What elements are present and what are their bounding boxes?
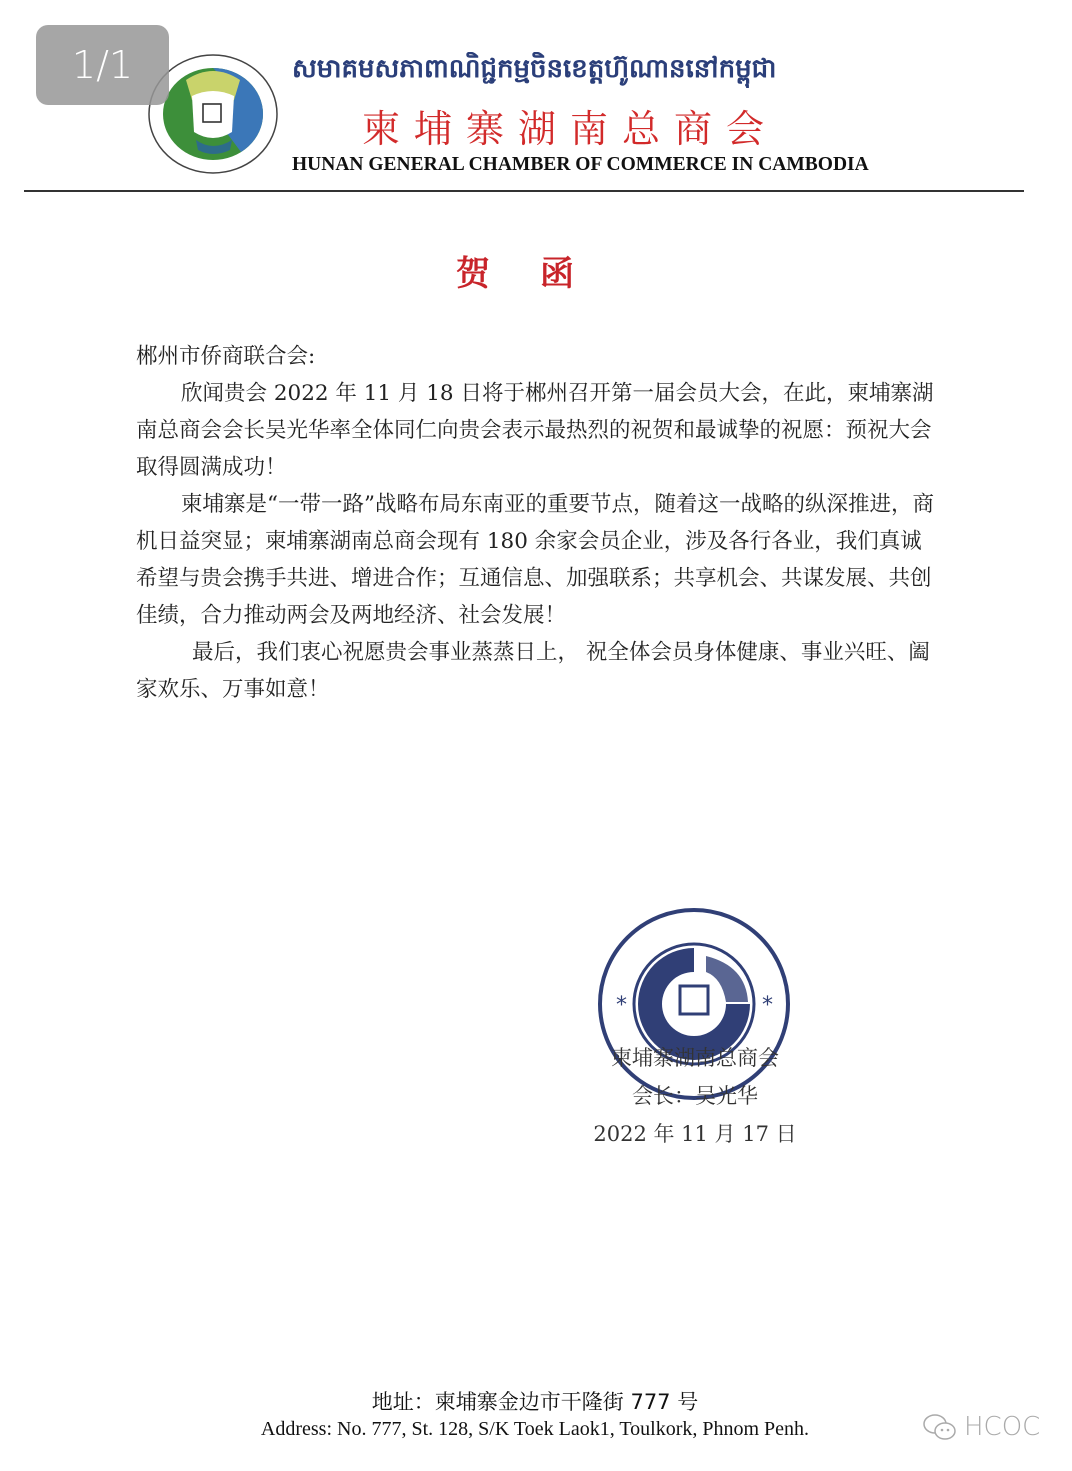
watermark-text: HCOC (964, 1412, 1041, 1442)
document-title: 贺函 (456, 254, 624, 294)
header-divider (24, 190, 1024, 192)
wechat-icon (922, 1412, 958, 1442)
letter-body (136, 338, 936, 708)
paragraph: 最后，我们衷心祝愿贵会事业蒸蒸日上， 祝全体会员身体健康、事业兴旺、阖家欢乐、万事如意！ (136, 640, 930, 702)
svg-text:*: * (616, 993, 627, 1018)
paragraph: 柬埔寨是“一带一路”战略布局东南亚的重要节点，随着这一战略的纵深推进，商机日益突显；柬埔寨湖南总商会现有 180 余家会员企业，涉及各行各业，我们真诚希望与贵会携手共进、增进合作；互通信息、加强联系；共享机会、共谋发展、共创佳绩，合力推动两会及两地经济、社会发展！ (136, 492, 934, 628)
address-english: Address: No. 777, St. 128, S/K Toek Laok1, Toulkork, Phnom Penh. (260, 1418, 810, 1440)
khmer-org-name: សមាគមសភាពាណិជ្ជកម្មចិនខេត្តហ៊ូណាននៅកម្ពុជា (292, 54, 777, 84)
signature-organization: 柬埔寨湖南总商会 (611, 1046, 779, 1070)
salutation: 郴州市侨商联合会: (136, 344, 316, 369)
svg-text:*: * (762, 993, 773, 1018)
signature-president: 会长：吴光华 (632, 1084, 758, 1108)
address-chinese: 地址：柬埔寨金边市干隆街 777 号 (371, 1390, 699, 1414)
paragraph: 欣闻贵会 2022 年 11 月 18 日将于郴州召开第一届会员大会，在此，柬埔寨湖南总商会会长吴光华率全体同仁向贵会表示最热烈的祝贺和最诚挚的祝愿：预祝大会取得圆满成功！ (136, 381, 934, 480)
official-seal-icon (596, 906, 792, 1102)
signature-date: 2022 年 11 月 17 日 (593, 1122, 797, 1146)
chinese-org-name: 柬埔寨湖南总商会 (362, 107, 779, 151)
wechat-watermark (922, 1412, 1040, 1442)
english-org-name: HUNAN GENERAL CHAMBER OF COMMERCE IN CAMBODIA (292, 154, 869, 175)
page-counter: 1/1 (36, 25, 169, 105)
